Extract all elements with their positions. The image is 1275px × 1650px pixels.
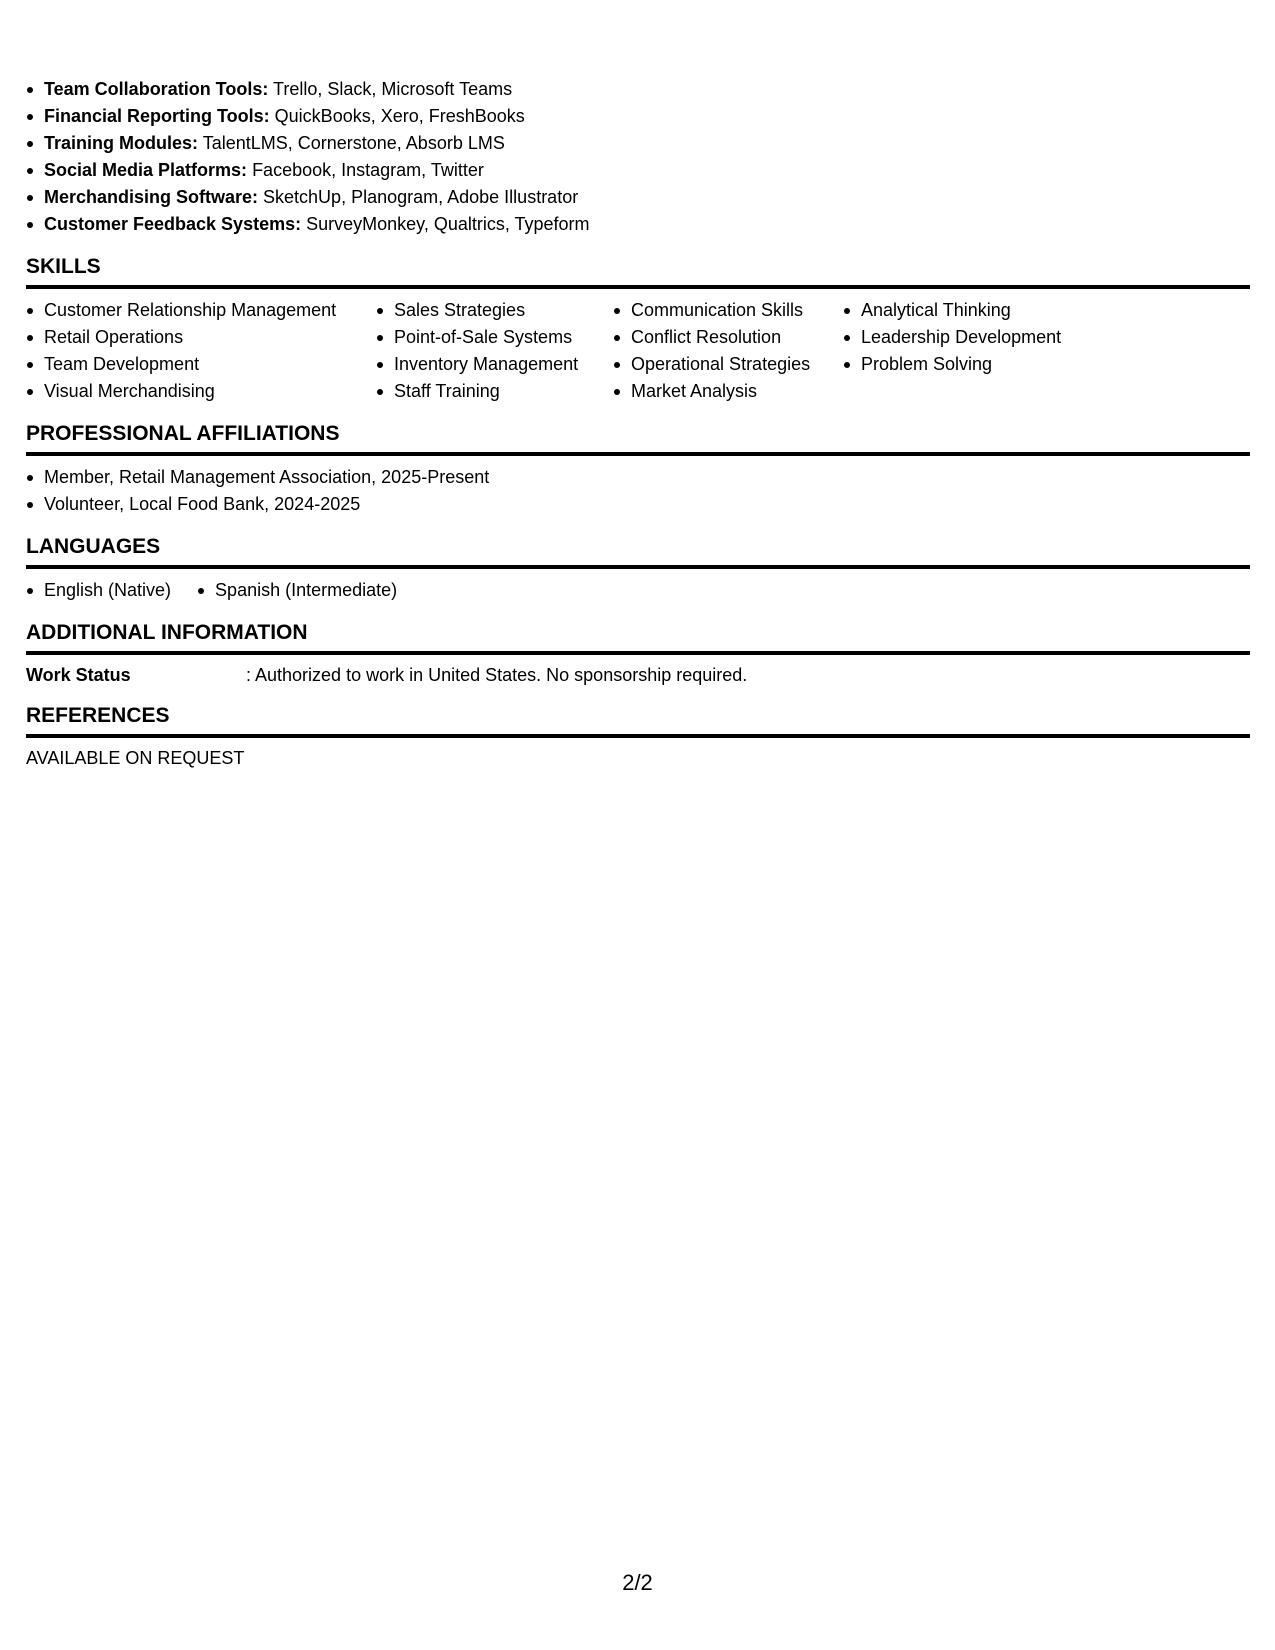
- list-item: [26, 130, 1250, 157]
- additional-info-section: [26, 620, 1250, 687]
- skill-item: Communication Skills: [613, 297, 843, 324]
- skill-item: Operational Strategies: [613, 351, 843, 378]
- tool-category-value: SurveyMonkey, Qualtrics, Typeform: [301, 214, 590, 234]
- work-status-value: : Authorized to work in United States. No sponsorship required.: [246, 665, 748, 685]
- skill-item: Staff Training: [376, 378, 613, 405]
- skill-item: Analytical Thinking: [843, 297, 1103, 324]
- skill-item: Inventory Management: [376, 351, 613, 378]
- skills-column: [843, 297, 1103, 405]
- page-number: 2/2: [622, 1570, 653, 1595]
- list-item: [26, 76, 1250, 103]
- skill-item: Leadership Development: [843, 324, 1103, 351]
- skill-item: Market Analysis: [613, 378, 843, 405]
- references-section: [26, 703, 1250, 770]
- skill-item: Sales Strategies: [376, 297, 613, 324]
- skills-grid: [26, 289, 1250, 405]
- language-item: Spanish (Intermediate): [197, 577, 397, 604]
- language-item: English (Native): [26, 577, 171, 604]
- section-title-references: REFERENCES: [26, 703, 1250, 738]
- tool-category-label: Financial Reporting Tools:: [44, 106, 270, 126]
- skill-item: Point-of-Sale Systems: [376, 324, 613, 351]
- affiliations-section: [26, 421, 1250, 518]
- tool-category-value: SketchUp, Planogram, Adobe Illustrator: [258, 187, 579, 207]
- tool-category-label: Customer Feedback Systems:: [44, 214, 302, 234]
- section-title-additional-info: ADDITIONAL INFORMATION: [26, 620, 1250, 655]
- skill-item: Conflict Resolution: [613, 324, 843, 351]
- tool-category-value: QuickBooks, Xero, FreshBooks: [269, 106, 525, 126]
- languages-row: [26, 569, 1250, 604]
- section-title-affiliations: PROFESSIONAL AFFILIATIONS: [26, 421, 1250, 456]
- tool-category-label: Merchandising Software:: [44, 187, 259, 207]
- resume-page: [26, 76, 1250, 770]
- work-status-label: Work Status: [26, 665, 131, 685]
- list-item: [26, 211, 1250, 238]
- skill-item: Visual Merchandising: [26, 378, 376, 405]
- tool-category-label: Training Modules:: [44, 133, 199, 153]
- skills-section: [26, 254, 1250, 405]
- skills-column: [613, 297, 843, 405]
- skills-column: [376, 297, 613, 405]
- tool-category-value: Facebook, Instagram, Twitter: [247, 160, 484, 180]
- languages-section: [26, 534, 1250, 604]
- tools-list: [26, 76, 1250, 238]
- affiliations-list: [26, 456, 1250, 518]
- affiliation-item: Member, Retail Management Association, 2025-Present: [26, 464, 1250, 491]
- tool-category-value: Trello, Slack, Microsoft Teams: [268, 79, 513, 99]
- tool-category-value: TalentLMS, Cornerstone, Absorb LMS: [198, 133, 505, 153]
- section-title-languages: LANGUAGES: [26, 534, 1250, 569]
- skills-column: [26, 297, 376, 405]
- tool-category-label: Social Media Platforms:: [44, 160, 248, 180]
- skill-item: Problem Solving: [843, 351, 1103, 378]
- tool-category-label: Team Collaboration Tools:: [44, 79, 269, 99]
- list-item: [26, 184, 1250, 211]
- languages-list: [26, 577, 423, 604]
- skill-item: Customer Relationship Management: [26, 297, 376, 324]
- references-text: AVAILABLE ON REQUEST: [26, 748, 245, 768]
- list-item: [26, 157, 1250, 184]
- list-item: [26, 103, 1250, 130]
- work-status-row: [26, 655, 1250, 687]
- skill-item: Retail Operations: [26, 324, 376, 351]
- affiliation-item: Volunteer, Local Food Bank, 2024-2025: [26, 491, 1250, 518]
- section-title-skills: SKILLS: [26, 254, 1250, 289]
- skill-item: Team Development: [26, 351, 376, 378]
